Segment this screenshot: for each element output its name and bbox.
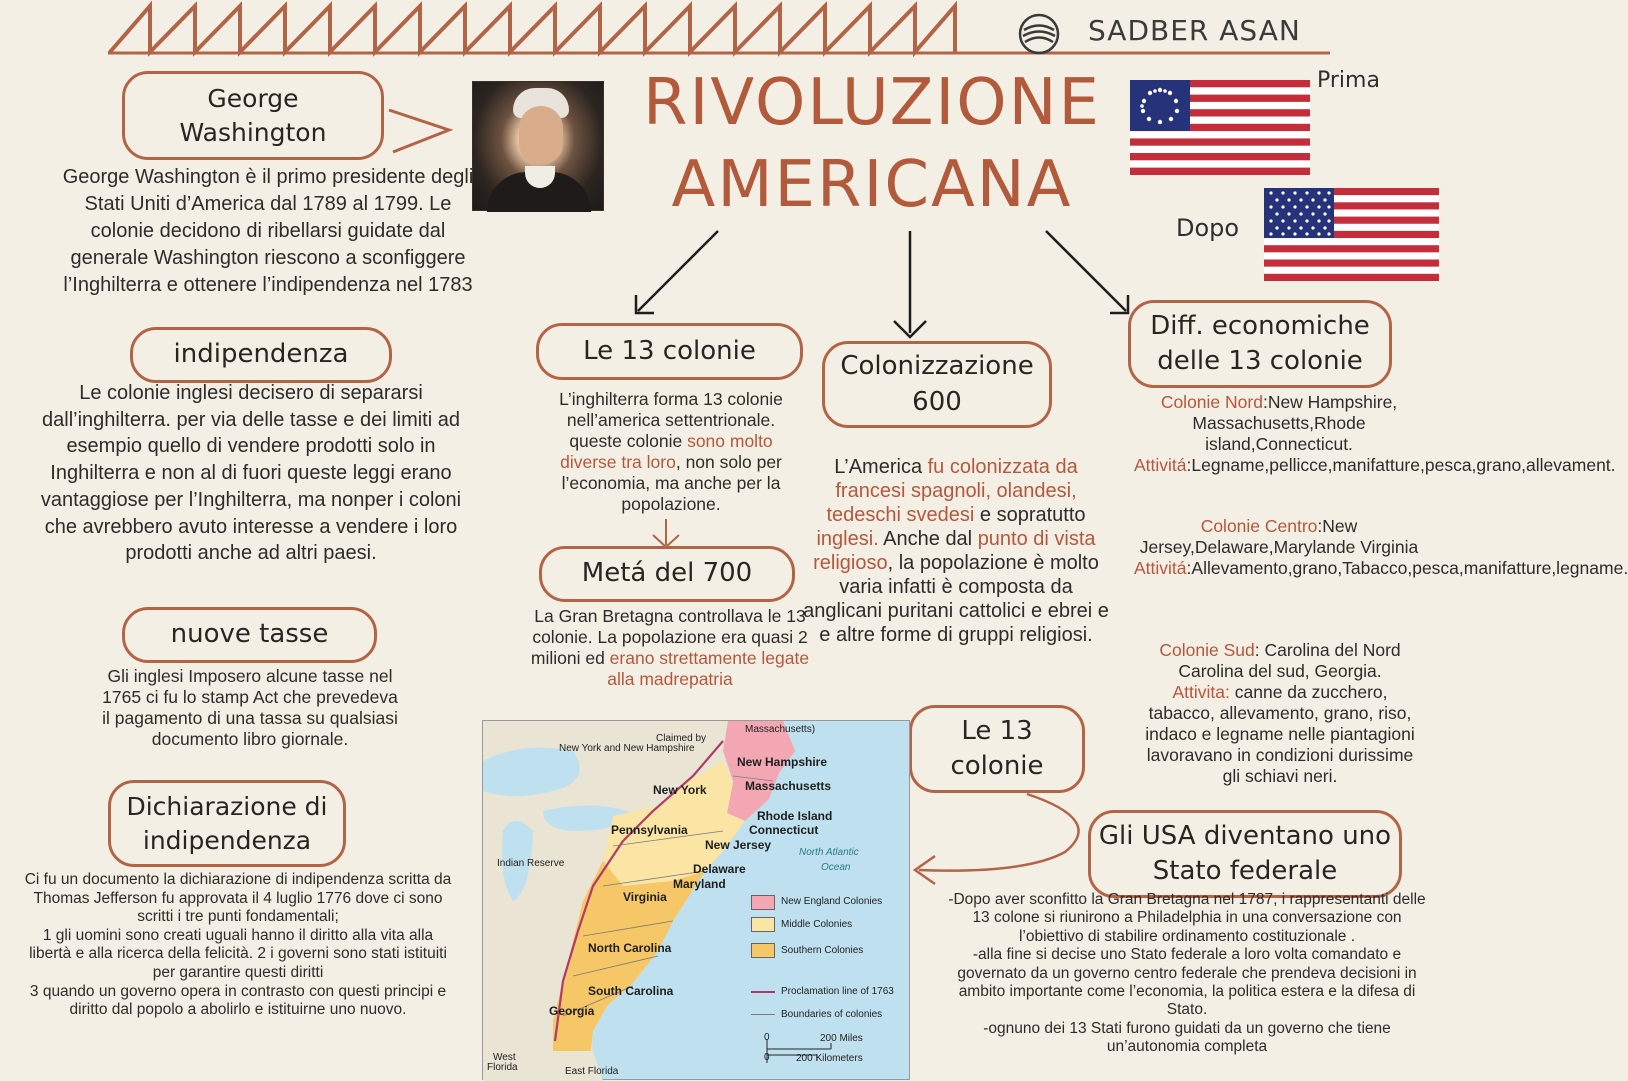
usa-paragraph-1: -Dopo aver sconfitto la Gran Bretagna nel 1787, i rappresentanti delle 13 colone si riunirono a Philadelphia in una conversazione con l’obiettivo di stabilire ordinamento costituzionale .	[948, 891, 1426, 945]
map-label-pennsylvania: Pennsylvania	[611, 823, 688, 837]
map-label-rhode-island: Rhode Island	[757, 809, 833, 823]
dichiarazione-text	[0, 871, 476, 1020]
map-label-new-york: New York	[653, 783, 707, 797]
diff-centro	[1134, 516, 1628, 579]
dichiarazione-text-line-1: Ci fu un documento la dichiarazione di indipendenza scritta da	[24, 871, 452, 888]
diff-nord-att: :Legname,pellicce,manifatture,pesca,grano,allevament.	[1186, 455, 1616, 475]
le13-box-heading-line-2: colonie	[950, 751, 1044, 781]
le13-box-heading-line-1: Le 13	[961, 715, 1033, 746]
legend-swatch-southern	[751, 943, 775, 958]
meta700-text	[530, 606, 810, 690]
map-label-maryland: Maryland	[673, 877, 726, 891]
legend-swatch-middle	[751, 917, 775, 932]
diff-centro-att-label: Attivitá	[1134, 558, 1187, 578]
map-label-claimed-2: New York and New Hampshire	[559, 743, 695, 754]
usa-heading-line-1: Gli USA diventano uno	[1098, 820, 1392, 851]
indipendenza-heading: indipendenza	[130, 327, 392, 383]
title-line-2: AMERICANA	[671, 148, 1073, 222]
washington-heading	[122, 71, 384, 160]
flag-after-label: Dopo	[1176, 214, 1240, 242]
brand-logo-icon	[1018, 13, 1064, 55]
meta700-text-a: La Gran Bretagna controllava le 13 colonie. La popolazione era quasi 2 milioni ed	[530, 606, 808, 668]
colonie13-text	[540, 389, 802, 515]
diff-centro-label: Colonie Centro	[1200, 516, 1318, 536]
map-label-atlantic-1: North Atlantic	[799, 847, 859, 858]
usa-heading	[1088, 810, 1402, 898]
dichiarazione-text-line-4: 1 gli uomini sono creati uguali hanno il diritto alla vita alla	[42, 926, 434, 944]
scale-miles: 200 Miles	[820, 1033, 863, 1044]
diff-heading-line-2: delle 13 colonie	[1157, 346, 1363, 376]
arrow-down-icon	[648, 517, 684, 549]
map-label-massachusetts: Massachusetts	[745, 779, 832, 793]
colonizzazione-text-d: , la popolazione è molto varia infatti è composta da anglicani puritani cattolici e ebrei e e altre forme di gruppi religiosi.	[803, 552, 1109, 646]
map-label-massachusetts-top: Massachusetts)	[745, 724, 816, 735]
le13-box-heading	[909, 705, 1085, 793]
legend-label-middle: Middle Colonies	[781, 919, 853, 930]
map-label-east-florida: East Florida	[565, 1066, 619, 1077]
indipendenza-text: Le colonie inglesi decisero di separarsi dall’inghilterra. per via delle tasse e dei limiti ad esempio quello di vendere prodotti solo in Inghilterra e non al di fuori queste leggi erano vantaggiose per l’Inghilterra, ma nonper i coloni che avrebbero avuto interesse a vendere i loro prodotti anche ad altri paesi.	[40, 382, 462, 565]
connector-arrow-icon	[905, 790, 1095, 890]
dichiarazione-text-line-3: scritti i tre punti fondamentali;	[137, 908, 339, 926]
dichiarazione-heading-line-1: Dichiarazione di	[126, 791, 328, 821]
colonie13-heading: Le 13 colonie	[536, 323, 803, 380]
dichiarazione-text-line-8: diritto dal popolo a abolirlo e istituirne uno nuovo.	[69, 1001, 407, 1019]
tasse-text: Gli inglesi Imposero alcune tasse nel 1765 ci fu lo stamp Act che prevedeva il pagamento di una tassa su qualsiasi documento libro giornale.	[102, 666, 398, 749]
map-label-west-florida-1: West	[493, 1052, 516, 1063]
title-line-1: RIVOLUZIONE	[643, 66, 1101, 140]
brand-name: SADBER ASAN	[1088, 14, 1301, 47]
dichiarazione-text-line-6: per garantire questi diritti	[152, 963, 324, 981]
dichiarazione-heading	[108, 780, 346, 867]
map-label-indian-reserve: Indian Reserve	[497, 858, 565, 869]
diff-sud	[1140, 640, 1420, 787]
colonizzazione-text	[798, 455, 1114, 647]
diff-heading	[1128, 300, 1392, 388]
diff-sud-att: canne da zucchero, tabacco, allevamento, grano, riso, indaco e legname nelle piantagioni lavoravano in condizioni durissime gli schiavi neri.	[1145, 682, 1415, 786]
page-title	[612, 62, 1132, 226]
colonizzazione-heading-line-1: Colonizzazione	[840, 351, 1034, 382]
diff-nord-att-label: Attivitá	[1134, 455, 1187, 475]
legend-swatch-ne	[751, 895, 775, 910]
meta700-heading: Metá del 700	[539, 546, 795, 602]
colonie13-text-highlight: sono molto diverse tra loro	[560, 431, 773, 472]
legend-label-proclamation: Proclamation line of 1763	[781, 986, 894, 997]
legend-line-boundaries	[751, 1014, 775, 1015]
map-label-new-jersey: New Jersey	[705, 838, 772, 852]
meta700-text-highlight: erano strettamente legate alla madrepatria	[607, 648, 810, 689]
map-label-georgia: Georgia	[549, 1004, 595, 1018]
diff-sud-text: : Carolina del Nord Carolina del sud, Georgia.	[1178, 640, 1401, 681]
colonizzazione-text-highlight-2: inglesi.	[816, 528, 879, 550]
flag-before-label: Prima	[1317, 68, 1380, 93]
colonies-map	[482, 720, 910, 1080]
scale-zero-km: 0	[764, 1052, 770, 1063]
arrow-right-icon	[385, 92, 460, 162]
scale-km: 200 Kilometers	[796, 1053, 863, 1064]
map-label-south-carolina: South Carolina	[588, 984, 674, 998]
dichiarazione-text-line-5: libertà e alla ricerca della felicità. 2 i governi sono stati istituiti	[29, 945, 447, 963]
legend-label-ne: New England Colonies	[781, 896, 883, 907]
diff-heading-line-1: Diff. economiche	[1150, 310, 1370, 341]
flag-after-icon	[1264, 188, 1439, 281]
colonizzazione-text-c: Anche dal	[878, 528, 978, 550]
colonizzazione-text-a: L’America	[834, 456, 928, 478]
map-label-virginia: Virginia	[623, 890, 667, 904]
diff-centro-att: :Allevamento,grano,Tabacco,pesca,manifatture,legname.	[1186, 558, 1628, 578]
diff-sud-label: Colonie Sud	[1159, 640, 1255, 660]
map-label-connecticut: Connecticut	[749, 823, 819, 837]
map-label-atlantic-2: Ocean	[821, 862, 851, 873]
legend-label-southern: Southern Colonies	[781, 945, 864, 956]
map-label-west-florida-2: Florida	[487, 1062, 518, 1073]
dichiarazione-text-line-7: 3 quando un governo opera in contrasto con questi principi e	[29, 982, 447, 1000]
colonizzazione-text-highlight-1: fu colonizzata da francesi spagnoli, olandesi, tedeschi svedesi	[826, 456, 1078, 526]
dichiarazione-heading-line-2: indipendenza	[142, 825, 312, 855]
map-label-new-hampshire: New Hampshire	[737, 755, 828, 769]
usa-text	[946, 891, 1428, 1057]
colonizzazione-heading-line-2: 600	[912, 386, 962, 417]
tasse-heading: nuove tasse	[122, 607, 377, 663]
map-label-north-carolina: North Carolina	[588, 941, 672, 955]
diff-nord-text: :New Hampshire, Massachusetts,Rhode island,Connecticut.	[1192, 392, 1398, 454]
dichiarazione-text-line-2: Thomas Jefferson fu approvata il 4 luglio 1776 dove ci sono	[33, 889, 443, 907]
washington-text: George Washington è il primo presidente degli Stati Uniti d’America dal 1789 al 1799. Le colonie decidono di ribellarsi guidate dal generale Washington riescono a sconfiggere l’Inghilterra e ottenere l’indipendenza nel 1783	[62, 166, 474, 296]
colonie13-text-b: , non solo per l’economia, ma anche per la popolazione.	[561, 452, 782, 514]
legend-label-boundaries: Boundaries of colonies	[781, 1009, 883, 1020]
diff-centro-text: :New Jersey,Delaware,Marylande Virginia	[1139, 516, 1419, 557]
colonizzazione-heading	[822, 341, 1052, 428]
diff-sud-att-label: Attivita:	[1172, 682, 1230, 702]
colonizzazione-text-highlight-3: punto di vista religioso	[813, 528, 1096, 574]
colonizzazione-text-b: e sopratutto	[974, 504, 1086, 526]
usa-heading-line-2: Stato federale	[1152, 856, 1338, 886]
usa-paragraph-3: -ognuno dei 13 Stati furono guidati da un governo che tiene un’autonomia completa	[983, 1019, 1391, 1056]
legend-line-proclamation	[751, 991, 775, 993]
washington-heading-line-2: Washington	[179, 117, 327, 147]
map-label-delaware: Delaware	[693, 862, 746, 876]
flag-before-icon	[1130, 80, 1310, 175]
washington-portrait	[472, 81, 604, 211]
diff-nord-label: Colonie Nord	[1160, 392, 1263, 412]
washington-heading-line-1: George	[207, 83, 299, 113]
map-label-claimed: Claimed by	[656, 733, 707, 744]
colonie13-text-a: L’inghilterra forma 13 colonie nell’america settentrionale. queste colonie	[559, 389, 783, 451]
diff-nord	[1134, 392, 1616, 476]
usa-paragraph-2: -alla fine si decise uno Stato federale a loro volta comandato e governato da un governo centro federale che prendeva decisioni in ambito importante come l’economia, la politica estera e la difesa di Stato.	[957, 946, 1417, 1019]
scale-zero-miles: 0	[764, 1032, 770, 1043]
